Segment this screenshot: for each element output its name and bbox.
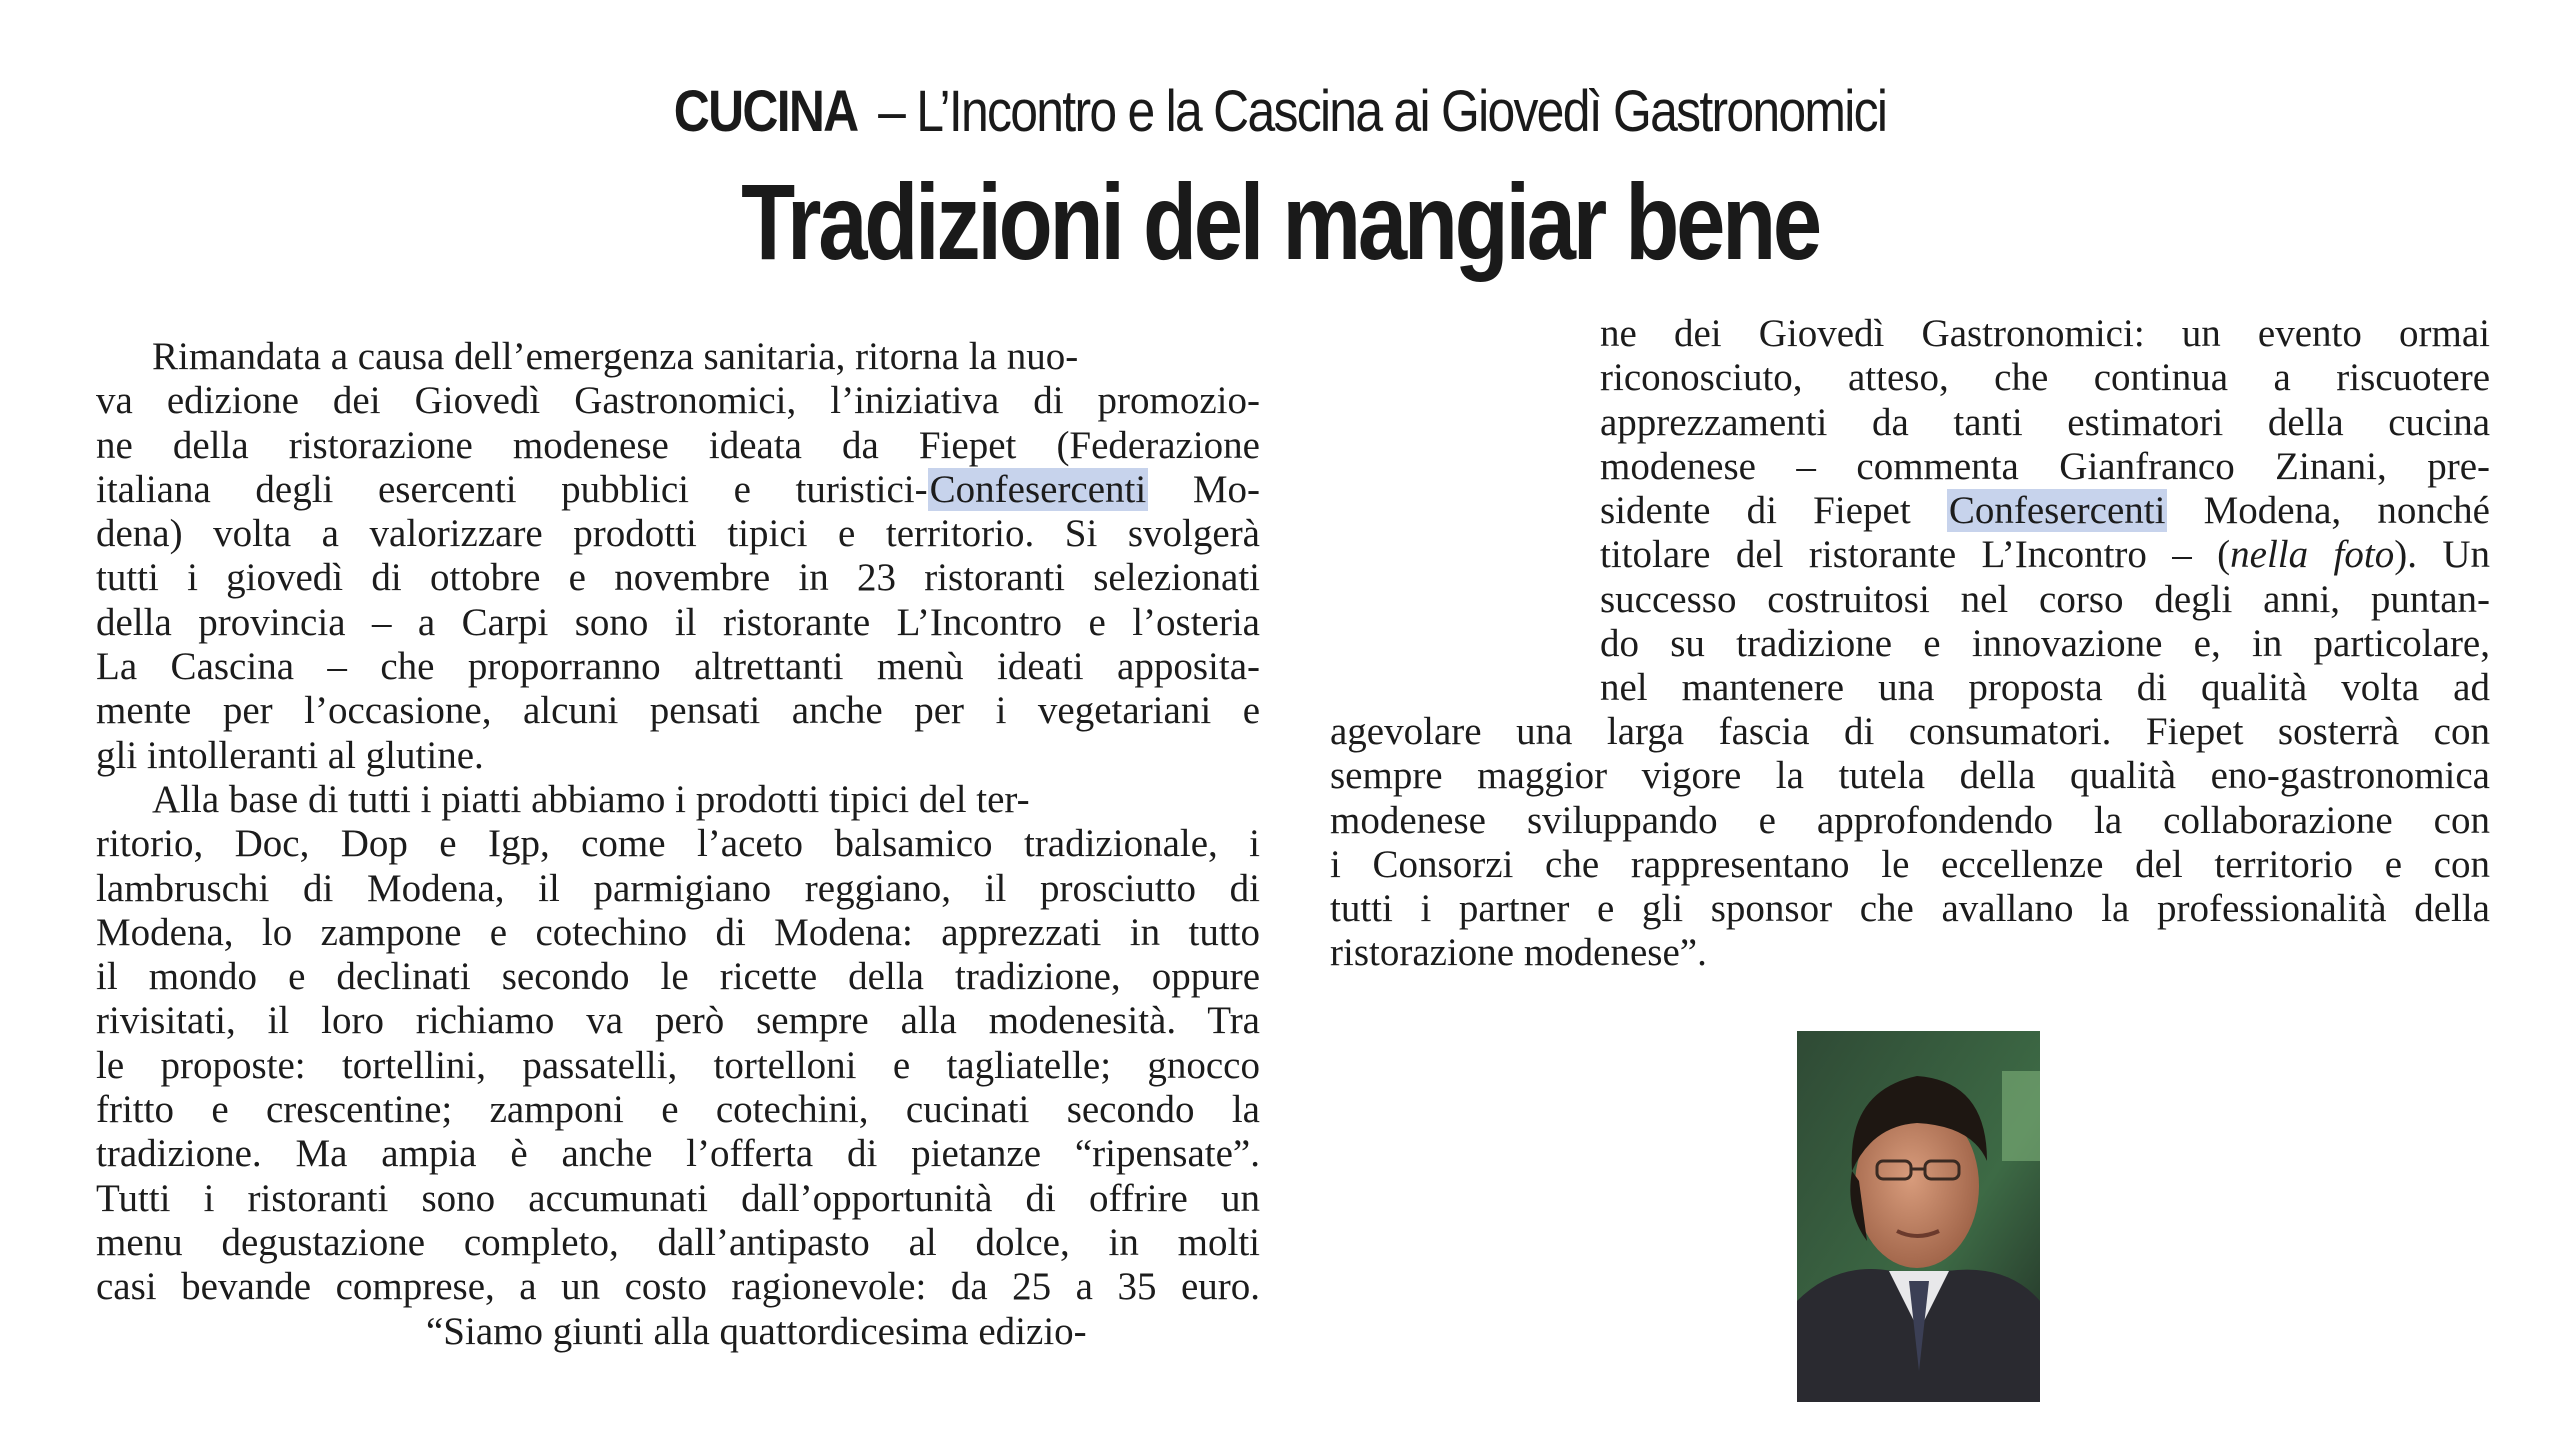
article-line: tutti i giovedì di ottobre e novembre in 23 ristoranti selezionati [96, 556, 1260, 600]
article-line: rivisitati, il loro richiamo va però sempre alla modenesità. Tra [96, 999, 1260, 1043]
article-line: i Consorzi che rappresentano le eccellenze del territorio e con [1330, 842, 2490, 886]
article-line: mente per l’occasione, alcuni pensati anche per i vegetariani e [96, 689, 1260, 733]
portrait-photo [1797, 1031, 2040, 1402]
article-line [1600, 533, 2490, 577]
line-text: italiana degli esercenti pubblici e turistici- [96, 467, 928, 511]
article-line: il mondo e declinati secondo le ricette della tradizione, oppure [96, 955, 1260, 999]
line-text: Modena, nonché [2167, 489, 2490, 533]
article-line: menu degustazione completo, dall’antipasto al dolce, in molti [96, 1220, 1260, 1264]
article-line: La Cascina – che proporranno altrettanti menù ideati apposita- [96, 645, 1260, 689]
article-line: dena) volta a valorizzare prodotti tipici e territorio. Si svolgerà [96, 512, 1260, 556]
article-line [96, 468, 1260, 512]
article-line: gli intolleranti al glutine. [96, 733, 484, 777]
article-line: Alla base di tutti i piatti abbiamo i prodotti tipici del ter- [152, 777, 1030, 821]
kicker [179, 78, 2381, 145]
article-line: riconosciuto, atteso, che continua a riscuotere [1600, 356, 2490, 400]
article-line: va edizione dei Giovedì Gastronomici, l’iniziativa di promozio- [96, 379, 1260, 423]
article-line: ristorazione modenese”. [1330, 931, 1707, 975]
article-line: successo costruitosi nel corso degli anni, puntan- [1600, 577, 2490, 621]
article-line: tradizione. Ma ampia è anche l’offerta di pietanze “ripensate”. [96, 1132, 1260, 1176]
headline: Tradizioni del mangiar bene [741, 161, 1819, 282]
article-line: tutti i partner e gli sponsor che avallano la professionalità della [1330, 887, 2490, 931]
article-column-left [96, 335, 1260, 1354]
italic-text: nella foto [2230, 533, 2395, 577]
article-line: della provincia – a Carpi sono il ristorante L’Incontro e l’osteria [96, 600, 1260, 644]
article-line: nel mantenere una proposta di qualità volta ad [1600, 666, 2490, 710]
article-column-right-bottom [1330, 710, 2490, 976]
line-text: titolare del ristorante L’Incontro – ( [1600, 533, 2231, 577]
kicker-subtitle: – L’Incontro e la Cascina ai Giovedì Gastronomici [878, 79, 1887, 144]
article-line: apprezzamenti da tanti estimatori della cucina [1600, 400, 2490, 444]
article-line: ne dei Giovedì Gastronomici: un evento ormai [1600, 312, 2490, 355]
article-line: ritorio, Doc, Dop e Igp, come l’aceto balsamico tradizionale, i [96, 822, 1260, 866]
line-text: ). Un [2394, 533, 2490, 577]
highlighted-term: Confesercenti [1948, 489, 2166, 533]
article-column-right-top [1600, 312, 2490, 711]
article-line: modenese sviluppando e approfondendo la collaborazione con [1330, 798, 2490, 842]
article-line: fritto e crescentine; zamponi e cotechini, cucinati secondo la [96, 1088, 1260, 1132]
section-label: CUCINA [673, 79, 858, 144]
article-line: Modena, lo zampone e cotechino di Modena: apprezzati in tutto [96, 910, 1260, 954]
article-line: “Siamo giunti alla quattordicesima edizio- [426, 1309, 1087, 1353]
article-line: ne della ristorazione modenese ideata da Fiepet (Federazione [96, 423, 1260, 467]
article-line: lambruschi di Modena, il parmigiano reggiano, il prosciutto di [96, 866, 1260, 910]
article-line: Tutti i ristoranti sono accumunati dall’opportunità di offrire un [96, 1176, 1260, 1220]
highlighted-term: Confesercenti [929, 467, 1147, 511]
article-line: modenese – commenta Gianfranco Zinani, pre- [1600, 444, 2490, 488]
article-line: Rimandata a causa dell’emergenza sanitaria, ritorna la nuo- [152, 335, 1079, 378]
article-line: sempre maggior vigore la tutela della qualità eno-gastronomica [1330, 754, 2490, 798]
line-text: sidente di Fiepet [1600, 489, 1947, 533]
article-line: le proposte: tortellini, passatelli, tortelloni e tagliatelle; gnocco [96, 1043, 1260, 1087]
article-line: casi bevande comprese, a un costo ragionevole: da 25 a 35 euro. [96, 1265, 1260, 1309]
article-line: do su tradizione e innovazione e, in particolare, [1600, 622, 2490, 666]
article-line: agevolare una larga fascia di consumatori. Fiepet sosterrà con [1330, 710, 2490, 753]
article-line [1600, 489, 2490, 533]
line-text: Mo- [1148, 467, 1260, 511]
